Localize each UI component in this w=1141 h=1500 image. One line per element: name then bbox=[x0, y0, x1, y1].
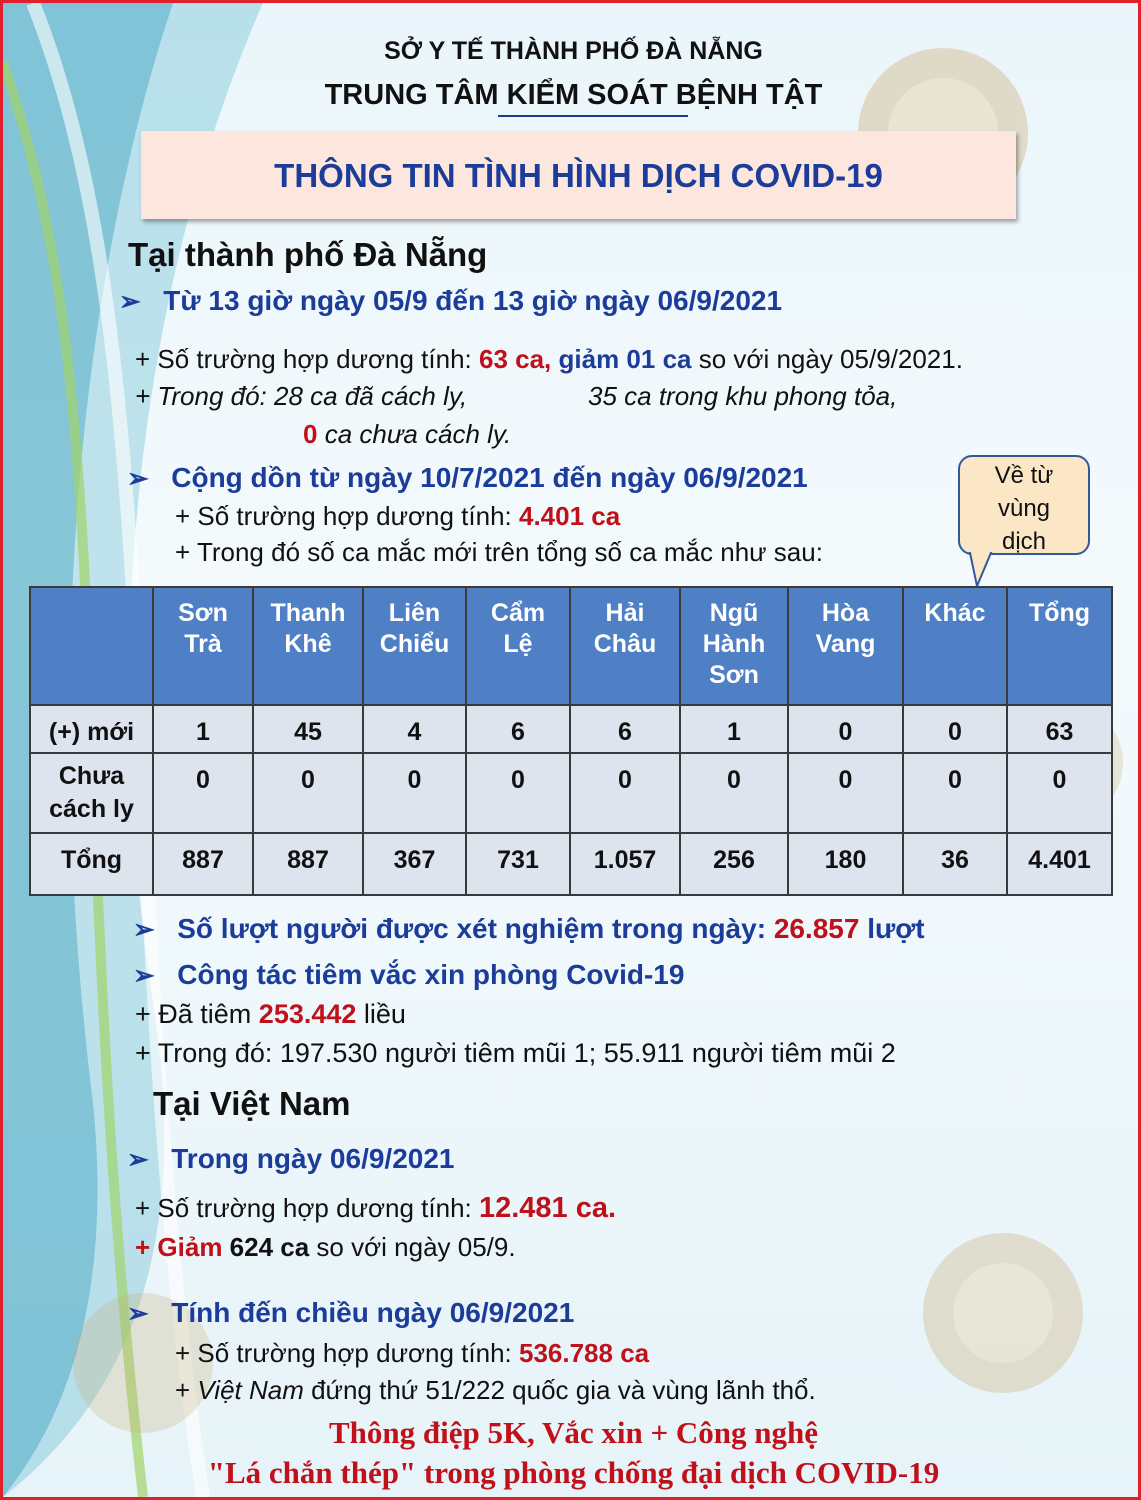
not-isolated-value: 0 bbox=[303, 419, 318, 449]
table-cell: 1 bbox=[680, 705, 788, 753]
table-cell: 6 bbox=[466, 705, 570, 753]
vietnam-total-positive-label: + Số trường hợp dương tính: bbox=[175, 1338, 519, 1368]
table-cell: 6 bbox=[570, 705, 680, 753]
table-cell: 367 bbox=[363, 833, 466, 895]
vietnam-change-value: 624 ca bbox=[229, 1232, 310, 1262]
table-cell: 36 bbox=[903, 833, 1007, 895]
vietnam-day-row bbox=[127, 1143, 455, 1175]
positive-cases-line bbox=[135, 344, 963, 375]
period-row bbox=[119, 285, 782, 317]
table-header-cell: Hải Châu bbox=[570, 587, 680, 705]
virus-icon bbox=[923, 1233, 1083, 1393]
vaccine-doses-suffix: liều bbox=[356, 999, 406, 1029]
table-header-row bbox=[30, 587, 1112, 705]
callout-pointer bbox=[963, 548, 1003, 590]
title-box bbox=[141, 131, 1016, 219]
arrow-icon: ➢ bbox=[127, 1298, 149, 1328]
not-isolated-label: ca chưa cách ly. bbox=[317, 419, 512, 449]
table-cell: 0 bbox=[253, 753, 363, 833]
table-cell: 63 bbox=[1007, 705, 1112, 753]
vietnam-day-positive-line bbox=[135, 1192, 616, 1225]
vietnam-total-text: Tính đến chiều ngày 06/9/2021 bbox=[171, 1297, 575, 1328]
table-cell: 0 bbox=[466, 753, 570, 833]
arrow-icon: ➢ bbox=[127, 463, 149, 493]
table-cell: 256 bbox=[680, 833, 788, 895]
testing-label: Số lượt người được xét nghiệm trong ngày: bbox=[177, 913, 774, 944]
vietnam-day-text: Trong ngày 06/9/2021 bbox=[171, 1143, 455, 1174]
vaccine-breakdown-line: + Trong đó: 197.530 người tiêm mũi 1; 55.911 người tiêm mũi 2 bbox=[135, 1038, 896, 1068]
not-isolated-line bbox=[303, 419, 511, 450]
table-cell: 45 bbox=[253, 705, 363, 753]
arrow-icon: ➢ bbox=[119, 286, 141, 316]
arrow-icon: ➢ bbox=[133, 914, 155, 944]
footer-slogan-1: Thông điệp 5K, Vắc xin + Công nghệ bbox=[328, 1415, 819, 1450]
callout-box bbox=[958, 455, 1090, 555]
table-header-cell bbox=[30, 587, 153, 705]
breakdown-line: + Trong đó số ca mắc mới trên tổng số ca mắc như sau: bbox=[175, 537, 823, 567]
center-name: TRUNG TÂM KIỂM SOÁT BỆNH TẬT bbox=[324, 79, 823, 111]
testing-value: 26.857 bbox=[773, 913, 860, 944]
callout-line: Về từ bbox=[994, 462, 1054, 489]
positive-cases-label: + Số trường hợp dương tính: bbox=[135, 344, 479, 374]
table-cell: 731 bbox=[466, 833, 570, 895]
cumulative-row bbox=[127, 462, 808, 494]
vietnam-day-positive-label: + Số trường hợp dương tính: bbox=[135, 1193, 479, 1223]
callout-line: vùng bbox=[997, 495, 1051, 522]
arrow-icon: ➢ bbox=[133, 960, 155, 990]
row-label: Chưa cách ly bbox=[30, 753, 153, 833]
table-header-cell: Tổng bbox=[1007, 587, 1112, 705]
arrow-icon: ➢ bbox=[127, 1144, 149, 1174]
table-header-cell: Khác bbox=[903, 587, 1007, 705]
table-row bbox=[30, 705, 1112, 753]
vaccine-doses-label: + Đã tiêm bbox=[135, 999, 259, 1029]
cumulative-positive-value: 4.401 ca bbox=[518, 501, 621, 531]
cumulative-positive-line bbox=[175, 501, 620, 532]
table-cell: 0 bbox=[903, 705, 1007, 753]
vietnam-heading: Tại Việt Nam bbox=[153, 1085, 351, 1122]
vietnam-change-label: + Giảm bbox=[135, 1232, 230, 1262]
table-header-cell: Liên Chiểu bbox=[363, 587, 466, 705]
testing-suffix: lượt bbox=[859, 913, 925, 944]
table-cell: 0 bbox=[363, 753, 466, 833]
table-cell: 887 bbox=[253, 833, 363, 895]
vietnam-total-row bbox=[127, 1297, 574, 1329]
table-row bbox=[30, 753, 1112, 833]
table-header-cell: Hòa Vang bbox=[788, 587, 903, 705]
table-header-cell: Thanh Khê bbox=[253, 587, 363, 705]
table-cell: 887 bbox=[153, 833, 253, 895]
cumulative-text: Cộng dồn từ ngày 10/7/2021 đến ngày 06/9/2021 bbox=[171, 462, 808, 493]
positive-cases-value: 63 ca, bbox=[478, 344, 552, 374]
vaccine-doses-value: 253.442 bbox=[258, 999, 357, 1029]
table-cell: 0 bbox=[153, 753, 253, 833]
table-cell: 180 bbox=[788, 833, 903, 895]
vaccine-row bbox=[133, 959, 684, 991]
header-divider bbox=[498, 115, 688, 117]
vietnam-day-positive-value: 12.481 ca. bbox=[478, 1192, 617, 1224]
callout-line: dịch bbox=[1001, 528, 1047, 555]
table-cell: 1 bbox=[153, 705, 253, 753]
vaccine-heading: Công tác tiêm vắc xin phòng Covid-19 bbox=[177, 959, 685, 990]
table-cell: 0 bbox=[788, 753, 903, 833]
table-cell: 4.401 bbox=[1007, 833, 1112, 895]
change-suffix: so với ngày 05/9/2021. bbox=[691, 344, 963, 374]
vietnam-total-positive-value: 536.788 ca bbox=[518, 1338, 650, 1368]
row-label: Tổng bbox=[30, 833, 153, 895]
vaccine-doses-line bbox=[135, 999, 406, 1030]
table-cell: 0 bbox=[903, 753, 1007, 833]
vietnam-rank-text: đứng thứ 51/222 quốc gia và vùng lãnh thổ. bbox=[303, 1375, 816, 1405]
table-cell: 4 bbox=[363, 705, 466, 753]
row-label: (+) mới bbox=[30, 705, 153, 753]
vietnam-rank-line bbox=[175, 1375, 816, 1406]
table-cell: 1.057 bbox=[570, 833, 680, 895]
period-text: Từ 13 giờ ngày 05/9 đến 13 giờ ngày 06/9/2021 bbox=[163, 285, 783, 316]
cumulative-positive-label: + Số trường hợp dương tính: bbox=[175, 501, 519, 531]
table-cell: 0 bbox=[1007, 753, 1112, 833]
isolated-line: + Trong đó: 28 ca đã cách ly, bbox=[135, 381, 468, 411]
table-cell: 0 bbox=[680, 753, 788, 833]
footer-slogan-2: "Lá chắn thép" trong phòng chống đại dịch COVID-19 bbox=[207, 1455, 940, 1490]
danang-heading: Tại thành phố Đà Nẵng bbox=[128, 236, 488, 273]
vietnam-rank-prefix: + bbox=[175, 1375, 198, 1405]
lockdown-line: 35 ca trong khu phong tỏa, bbox=[588, 381, 898, 411]
vietnam-change-line bbox=[135, 1232, 516, 1263]
organization-name: SỞ Y TẾ THÀNH PHỐ ĐÀ NẴNG bbox=[384, 37, 763, 65]
testing-row bbox=[133, 913, 925, 945]
table-header-cell: Cẩm Lệ bbox=[466, 587, 570, 705]
table-cell: 0 bbox=[570, 753, 680, 833]
vietnam-change-suffix: so với ngày 05/9. bbox=[309, 1232, 516, 1262]
vietnam-rank-country: Việt Nam bbox=[197, 1375, 304, 1405]
table-header-cell: Sơn Trà bbox=[153, 587, 253, 705]
district-table bbox=[29, 586, 1113, 896]
table-row bbox=[30, 833, 1112, 895]
table-cell: 0 bbox=[788, 705, 903, 753]
vietnam-total-positive-line bbox=[175, 1338, 649, 1369]
table-header-cell: Ngũ Hành Sơn bbox=[680, 587, 788, 705]
page-title: THÔNG TIN TÌNH HÌNH DỊCH COVID-19 bbox=[274, 157, 883, 194]
change-value: giảm 01 ca bbox=[558, 344, 692, 374]
